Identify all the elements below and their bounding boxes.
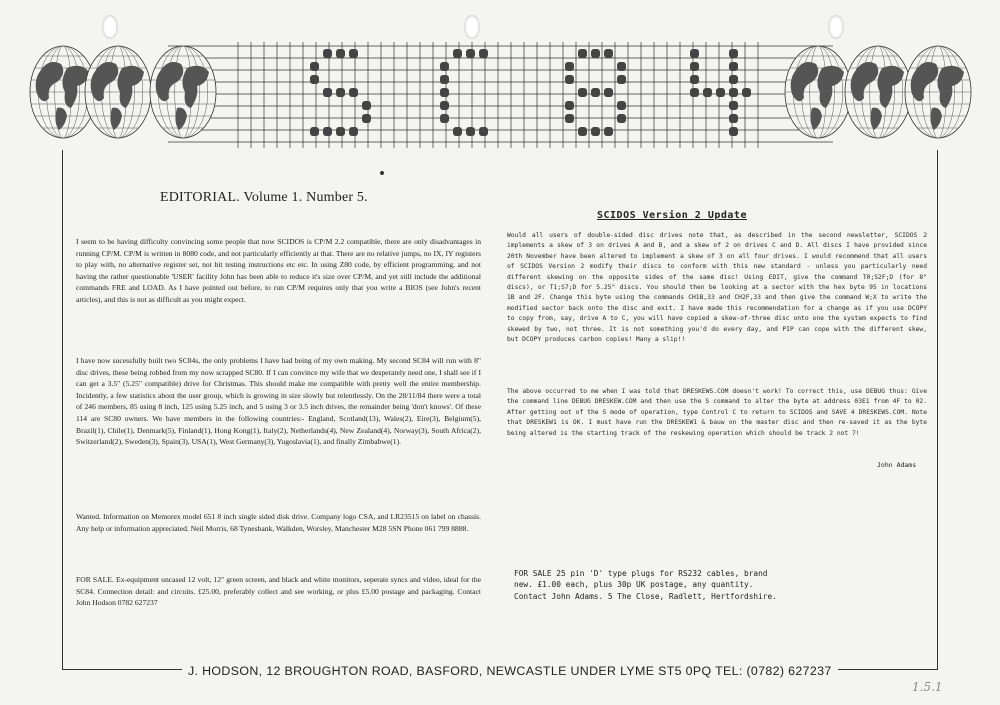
update-paragraph: Would all users of double-sided disc drives note that, as described in the second newsletter, SCIDOS 2 implements a skew of 3 on drives A and B, and a skew of 2 on drives C and D. All discs I have provided since 20th November have been altered to implement a skew of 3 on all four drives. I would recommend that all users of SCIDOS Version 2 modify their discs to conform with this new standard - unless you particularly need different skewing on the opposite sides of the same disc! Using EDIT, give the command T0;S2F;D (for 8" discs), or T1;S7;D for 5.25" discs. You should then be looking at a sector with the hex byte 95 in locations 1B and 2F. Change this byte using the commands CH1B,33 and CH2F,33 and then give the command W;X to write the modified sector back onto the disc and exit. I have made this recommendation for a change as if you use DCOPY to copy from, say, drive A to C, you will have copied a skew-of-three disc onto one the system expects to find skewed by two, not three. It is not something you'd do every day, and PIP can cope with the different skew, but DCOPY produces carbon copies! Many a slip!! <box>507 232 927 344</box>
update-title: SCIDOS Version 2 Update <box>597 210 747 221</box>
logo-dot <box>617 101 626 110</box>
globe-icon <box>785 46 851 138</box>
logo-dot <box>466 49 475 58</box>
logo-dot <box>440 62 449 71</box>
logo-dot <box>716 88 725 97</box>
signature: John Adams <box>877 461 917 469</box>
punch-hole <box>102 15 118 39</box>
logo-dot <box>729 49 738 58</box>
globe-icon <box>905 46 971 138</box>
logo-dot <box>617 114 626 123</box>
punch-hole <box>464 15 480 39</box>
logo-dot <box>729 62 738 71</box>
logo-dot <box>617 62 626 71</box>
logo-dot <box>479 127 488 136</box>
editorial-paragraph: I seem to be having difficulty convincing some people that now SCIDOS is CP/M 2.2 compatible, there are only disadvantages in running CP/M. CP/M is written in 8080 code, and not particularly efficiently at that. There are no relative jumps, no IX, IY registers to play with, no alternative register set, not bit testing instructions etc etc. In using Z80 code, by efficient programming, and not having the rather questionable 'USER' facility John has been able to reduce it's size over CP/M, and yet still include the additional commands FRE and LOAD. As I have pointed out before, to run CP/M requires only that you write a BIOS (see John's recent articles), and this is not as difficult as you might expect. <box>76 237 481 304</box>
logo-dot <box>349 88 358 97</box>
for-sale-line: Contact John Adams. 5 The Close, Radlett, Hertfordshire. <box>514 591 777 601</box>
logo-dot <box>578 49 587 58</box>
for-sale-line: FOR SALE 25 pin 'D' type plugs for RS232 cables, brand <box>514 569 768 578</box>
for-sale-line: new. £1.00 each, plus 30p UK postage, any quantity. <box>514 580 754 590</box>
update-paragraph: The above occurred to me when I was told that DRESKEWS.COM doesn't work! To correct this, use DEBUG thus: Give the command line DEBUG DRESKEW.COM and then use the S command to alter the byte at address 03E1 from 4F to 02. After getting out of the S mode of operation, type Control C to return to SCIDOS and SAVE 4 DRESKEWS.COM. Note that DRESKEW1 is OK. I must have run the DRESKEW1 & bauw on the master disc and then re-saved it as the byte being altered is the starting track of the reskewing operation which should be track 2 not 7! <box>507 388 927 437</box>
masthead-banner <box>28 40 973 152</box>
logo-dot <box>440 75 449 84</box>
logo-dot <box>466 127 475 136</box>
punch-hole <box>828 15 844 39</box>
globe-icon <box>150 46 216 138</box>
for-sale-notice: FOR SALE. Ex-equipment uncased 12 volt, 12" green screen, and black and white monitors, seperate syncs and video, ideal for the SC84. Connection detail: and circuits. £25.00, preferably collect and see working, or plus £5.00 postage and packaging. Contact John Hodson 0782 627237 <box>76 575 481 608</box>
logo-dot <box>690 75 699 84</box>
logo-dot <box>604 49 613 58</box>
globe-icon <box>85 46 151 138</box>
logo-dot <box>440 101 449 110</box>
globe-icon <box>845 46 911 138</box>
logo-dot <box>323 88 332 97</box>
logo-dot <box>336 88 345 97</box>
logo-dot <box>729 101 738 110</box>
logo-dot <box>565 114 574 123</box>
logo-dot <box>362 114 371 123</box>
editorial-title: EDITORIAL. Volume 1. Number 5. <box>160 190 368 205</box>
logo-dot <box>578 127 587 136</box>
logo-dot <box>310 127 319 136</box>
logo-dot <box>591 49 600 58</box>
logo-dot <box>617 75 626 84</box>
wanted-notice: Wanted. Information on Memorex model 651 8 inch single sided disk drive. Company logo CSA, and LR23515 on label on chassis. Any help or information appreciated. Neil Morris, 68 Tynesbank, Walkden, Worsley, Manchester M28 5SN Phone 061 799 8888. <box>76 512 481 533</box>
editorial-paragraph: I have now sucessfully built two SC84s, the only problems I have had being of my own making. My second SC84 will run with 8" disc drives, these being robbed from my now scrapped SC80. If I can convince my wife that we desperately need one, I shall see if I can get a 3.5" (5.25" compatible) drive for Christmas. This should make me compatible with pretty well the entire membership. Incidently, a few statistics about the user group, which is growing in size slowly but relentlessly. On the 28/11/84 there were a total of 246 members, 85 using 8 inch, 125 using 5.25 inch, and 5 using 3 or 3.5 inch drives, the remainder being 'don't knows'. Of these 114 are SC80 owners. We have members in the following countries:- England, Scotland(13), Wales(2), Eire(3), Belgium(5), Brazil(1), Chile(1), Denmark(5), Finland(1), Hong Kong(1), Italy(2), Netherlands(4), New Zealand(4), Norway(3), South Africa(2), Switzerland(2), Sweden(3), Spain(3), USA(1), West Germany(3), Yugoslavia(1), and finally Zimbabwe(1). <box>76 356 481 447</box>
logo-dot <box>604 127 613 136</box>
logo-dot <box>690 88 699 97</box>
logo-dot <box>742 88 751 97</box>
logo-dot <box>349 127 358 136</box>
logo-dot <box>565 62 574 71</box>
logo-dot <box>729 114 738 123</box>
logo-dot <box>729 127 738 136</box>
logo-dot <box>565 75 574 84</box>
logo-dot <box>453 127 462 136</box>
frame-line-left <box>62 150 63 670</box>
frame-line-right <box>937 150 938 670</box>
logo-dot <box>690 49 699 58</box>
logo-dot <box>729 88 738 97</box>
logo-dot <box>440 88 449 97</box>
logo-dot <box>323 49 332 58</box>
footer-address: J. HODSON, 12 BROUGHTON ROAD, BASFORD, NEWCASTLE UNDER LYME ST5 0PQ TEL: (0782) 627237 <box>182 664 838 678</box>
logo-dot <box>349 49 358 58</box>
logo-dot <box>440 114 449 123</box>
logo-dot <box>323 127 332 136</box>
logo-dot <box>310 62 319 71</box>
logo-dot <box>565 101 574 110</box>
logo-dot <box>604 88 613 97</box>
logo-dot <box>336 127 345 136</box>
logo-dot <box>453 49 462 58</box>
logo-dot <box>336 49 345 58</box>
logo-dot <box>729 75 738 84</box>
logo-dot <box>703 88 712 97</box>
logo-dot <box>362 101 371 110</box>
logo-dot <box>591 127 600 136</box>
logo-dot <box>310 75 319 84</box>
for-sale-plugs <box>514 568 914 602</box>
logo-dot <box>578 88 587 97</box>
logo-dot <box>591 88 600 97</box>
logo-dot <box>690 62 699 71</box>
dot-mark <box>380 171 384 175</box>
logo-dot <box>479 49 488 58</box>
handwritten-note: 1.5.1 <box>912 680 943 694</box>
